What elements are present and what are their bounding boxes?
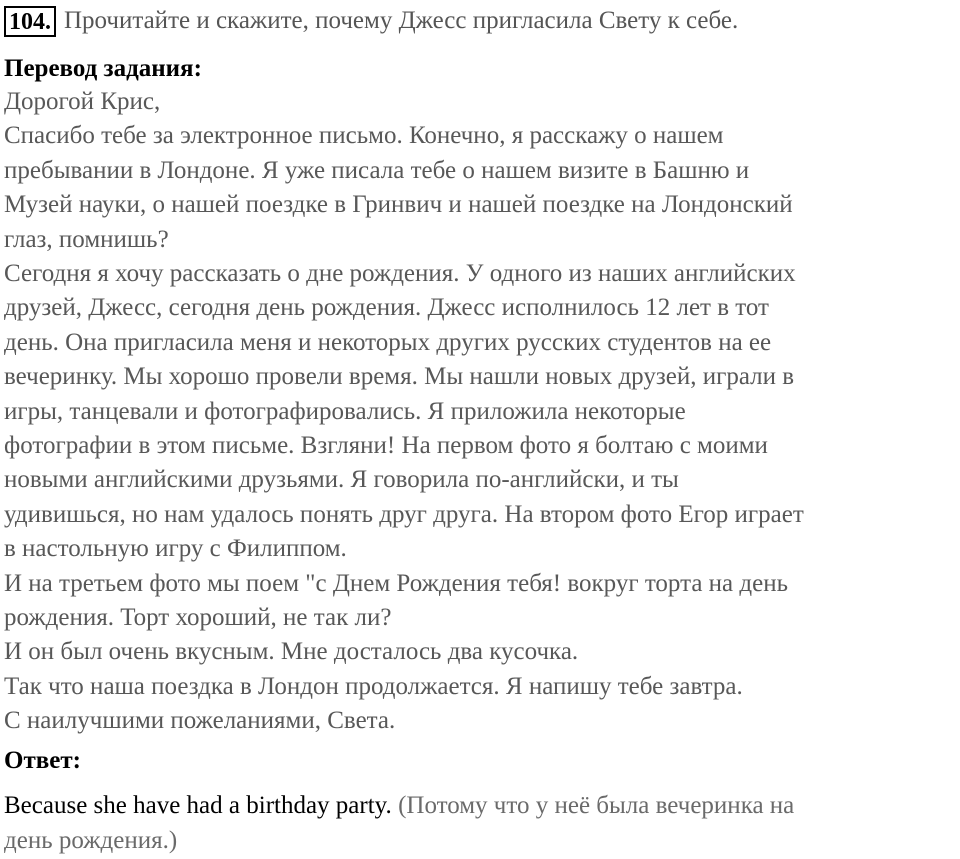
answer-heading: Ответ: xyxy=(4,747,81,774)
task-instruction: Прочитайте и скажите, почему Джесс пригласила Свету к себе. xyxy=(64,7,739,34)
translation-line: пребывании в Лондоне. Я уже писала тебе о нашем визите в Башню и xyxy=(4,156,750,184)
answer-line-2: день рождения.) xyxy=(4,827,178,854)
translation-line: новыми английскими друзьями. Я говорила по-английски, и ты xyxy=(4,466,679,494)
answer-english-text: Because she have had a birthday party. xyxy=(4,792,392,819)
translation-line: Сегодня я хочу рассказать о дне рождения. У одного из наших английских xyxy=(4,260,796,287)
translation-line: Спасибо тебе за электронное письмо. Конечно, я расскажу о нашем xyxy=(4,122,724,150)
translation-line: в настольную игру с Филиппом. xyxy=(4,535,347,563)
translation-line: день. Она пригласила меня и некоторых других русских студентов на ее xyxy=(4,328,772,356)
translation-line: С наилучшими пожеланиями, Света. xyxy=(4,707,396,735)
translation-line: Так что наша поездка в Лондон продолжается. Я напишу тебе завтра. xyxy=(4,672,743,700)
translation-line: И на третьем фото мы поем "с Днем Рождения тебя! вокруг торта на день xyxy=(4,569,788,597)
translation-line: И он был очень вкусным. Мне досталось два кусочка. xyxy=(4,638,579,666)
translation-line: рождения. Торт хороший, не так ли? xyxy=(4,604,392,631)
answer-line-1 xyxy=(4,791,794,821)
translation-line: удивишься, но нам удалось понять друг друга. На втором фото Егор играет xyxy=(4,500,804,528)
answer-russian-text-1: (Потому что у неё была вечеринка на xyxy=(398,792,795,819)
task-number-badge: 104. xyxy=(4,6,56,37)
translation-line: глаз, помнишь? xyxy=(4,225,169,253)
translation-heading: Перевод задания: xyxy=(4,55,202,82)
translation-line: вечеринку. Мы хорошо провели время. Мы нашли новых друзей, играли в xyxy=(4,363,795,391)
translation-line: Дорогой Крис, xyxy=(4,88,161,115)
translation-line: Музей науки, о нашей поездке в Гринвич и нашей поездке на Лондонский xyxy=(4,191,793,219)
translation-line: игры, танцевали и фотографировались. Я приложила некоторые xyxy=(4,397,686,425)
translation-line: фотографии в этом письме. Взгляни! На первом фото я болтаю с моими xyxy=(4,432,768,459)
task-header xyxy=(4,4,738,38)
translation-line: друзей, Джесс, сегодня день рождения. Джесс исполнилось 12 лет в тот xyxy=(4,294,769,322)
